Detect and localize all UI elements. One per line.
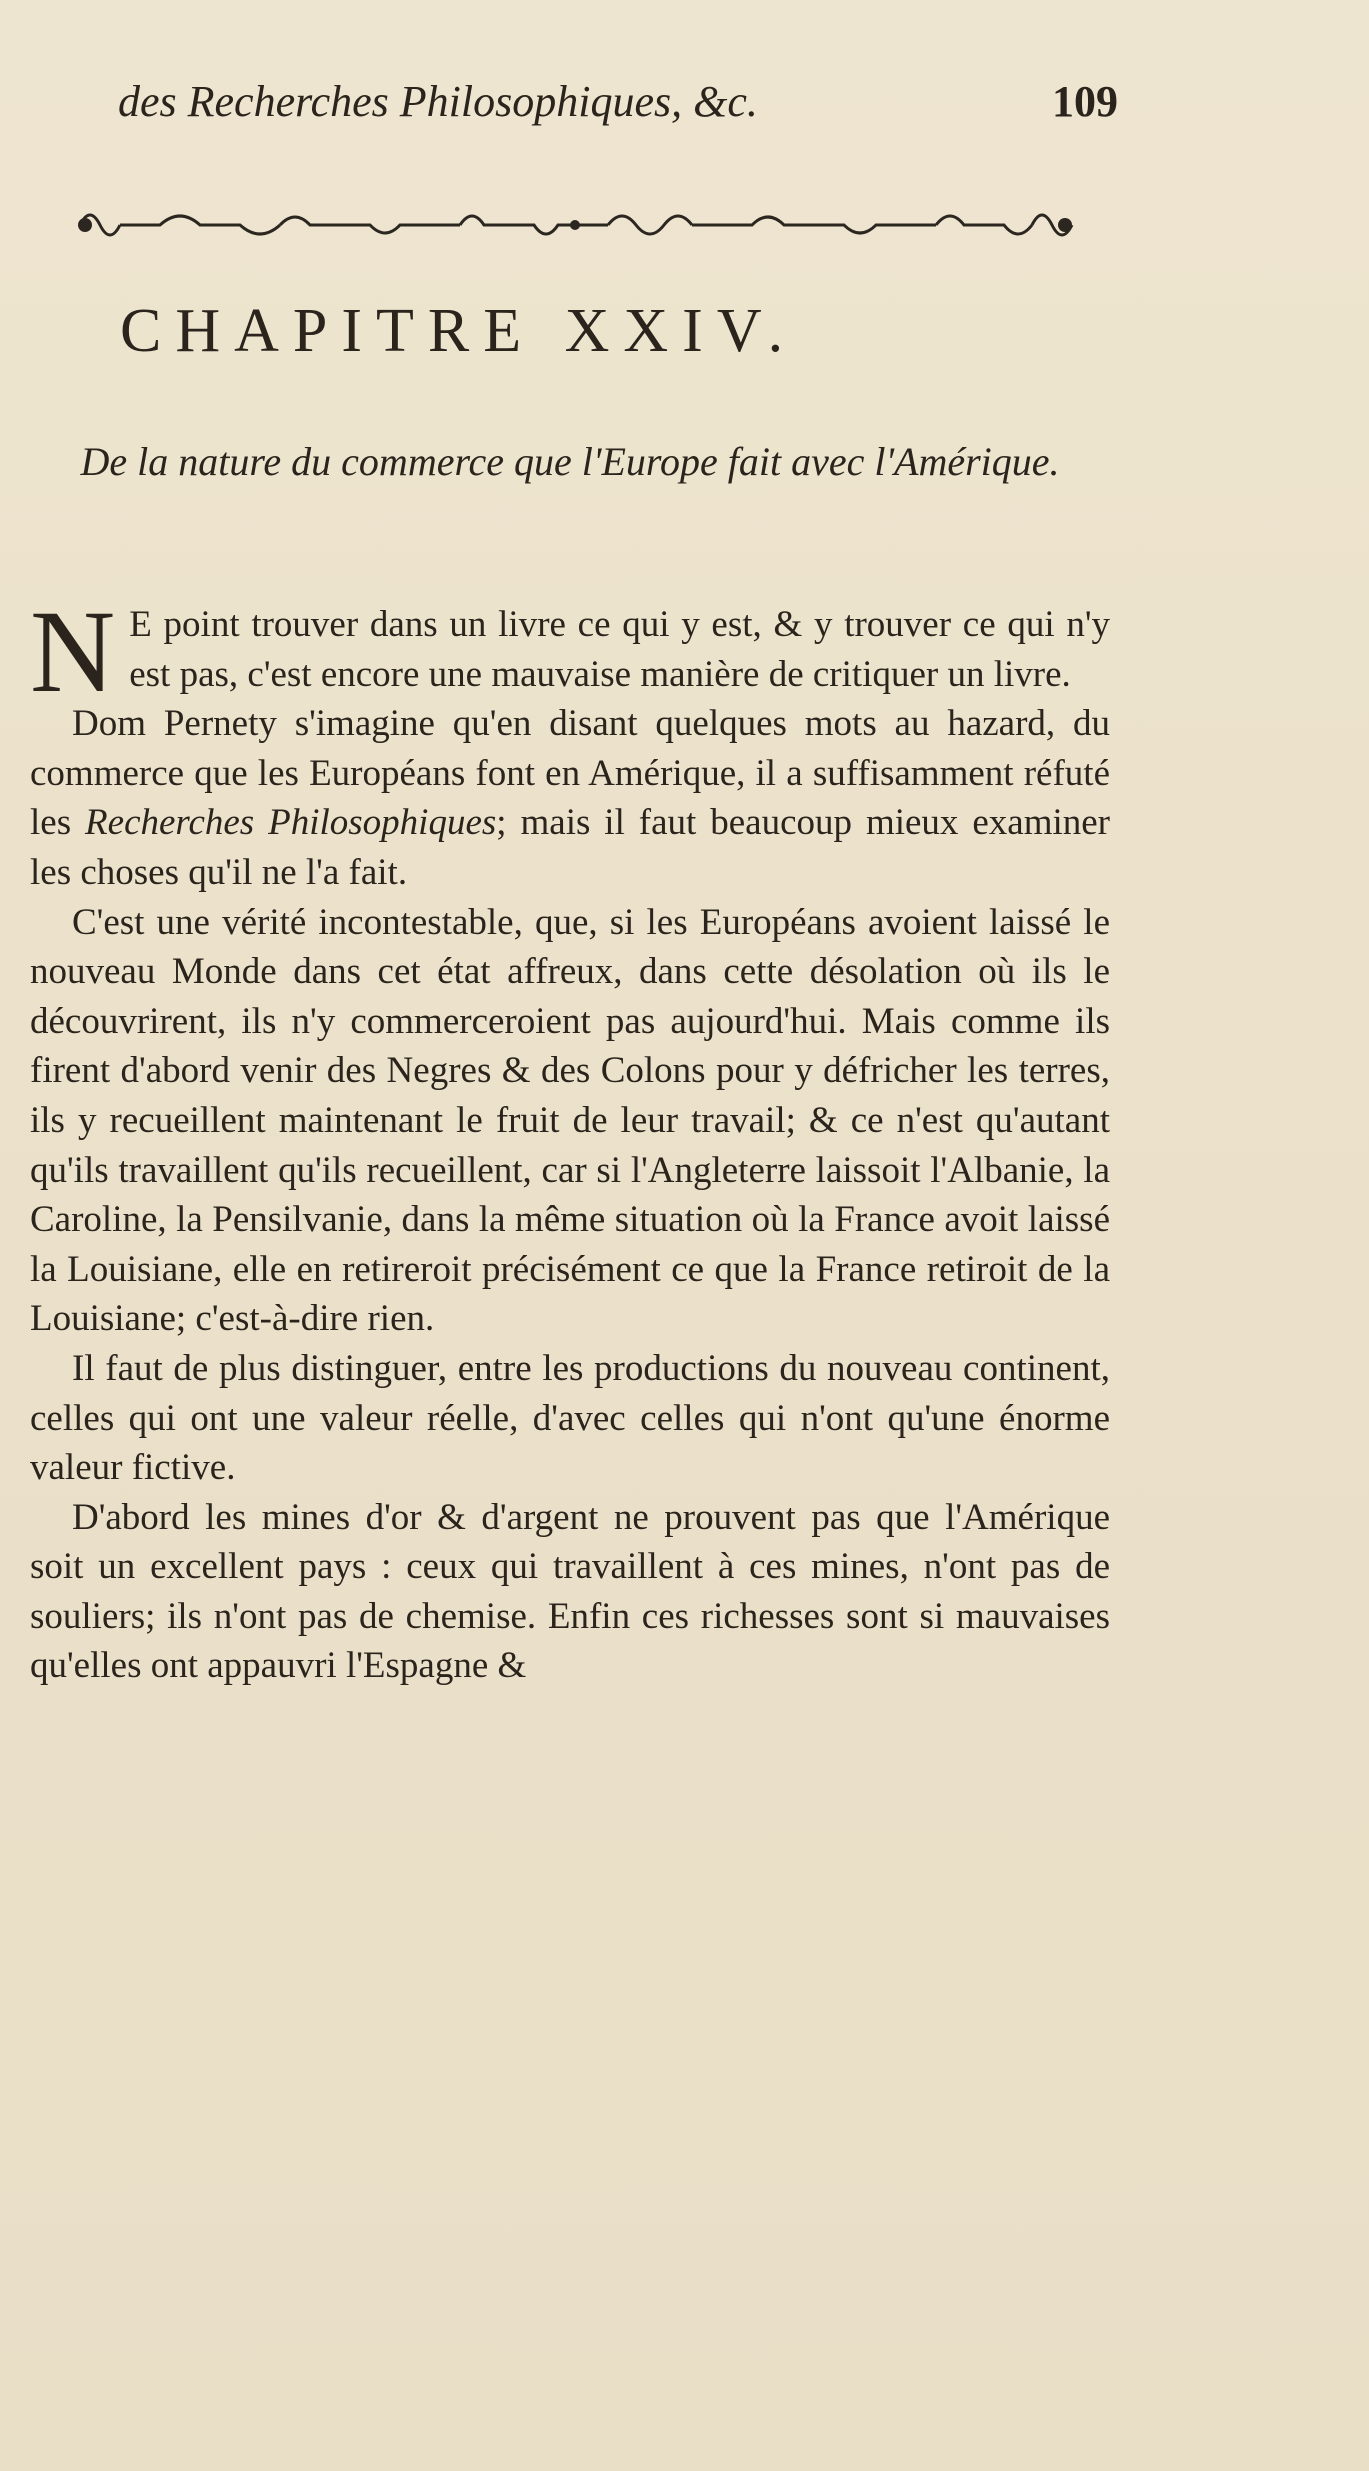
body-text (30, 586, 1110, 1691)
paragraph-4: Il faut de plus distinguer, entre les productions du nouveau continent, celles qui ont une valeur réelle, d'avec celles qui n'ont qu'une énorme valeur fictive. (30, 1347, 1110, 1489)
ornamental-border-icon (60, 190, 1090, 260)
page-number: 109 (1052, 77, 1118, 126)
drop-cap: N (30, 586, 116, 717)
paragraph-2-italic-title: Recherches Philosophiques (85, 802, 497, 844)
paragraph-2 (30, 699, 1110, 897)
chapter-title: CHAPITRE XXIV. (120, 297, 798, 365)
paragraph-2-text-start: Dom Pernety s'imagine qu'en disant quelques mots au hazard, du commerce que les Européans font en Amérique, il a suffisamment réfuté les (30, 703, 1110, 844)
running-title: des Recherches Philosophiques, &c. (118, 77, 758, 126)
paragraph-1 (30, 586, 1110, 717)
chapter-subtitle: De la nature du commerce que l'Europe fait avec l'Amérique. (80, 439, 1060, 484)
paragraph-3: C'est une vérité incontestable, que, si les Européans avoient laissé le nouveau Monde dans cet état affreux, dans cette désolation où ils le découvrirent, ils n'y commerceroient pas aujourd'hui. Mais comme ils firent d'abord venir des Negres & des Colons pour y défricher les terres, ils y recueillent maintenant le fruit de leur travail; & ce n'est qu'autant qu'ils travaillent qu'ils recueillent, car si l'Angleterre laissoit l'Albanie, la Caroline, la Pensilvanie, dans la même situation où la France avoit laissé la Louisiane, elle en retireroit précisément ce que la France retiroit de la Louisiane; c'est-à-dire rien. (30, 901, 1110, 1340)
paragraph-2-text-end: ; mais il faut beaucoup mieux examiner les choses qu'il ne l'a fait. (30, 802, 1110, 893)
paragraph-5: D'abord les mines d'or & d'argent ne prouvent pas que l'Amérique soit un excellent pays : ceux qui travaillent à ces mines, n'ont pas de souliers; ils n'ont pas de chemise. Enfin ces richesses sont si mauvaises qu'elles ont appauvri l'Espagne & (30, 1496, 1110, 1687)
running-head (118, 70, 1118, 130)
paragraph-1-text: E point trouver dans un livre ce qui y est, & y trouver ce qui n'y est pas, c'est encore une mauvaise manière de critiquer un livre. (129, 604, 1110, 695)
